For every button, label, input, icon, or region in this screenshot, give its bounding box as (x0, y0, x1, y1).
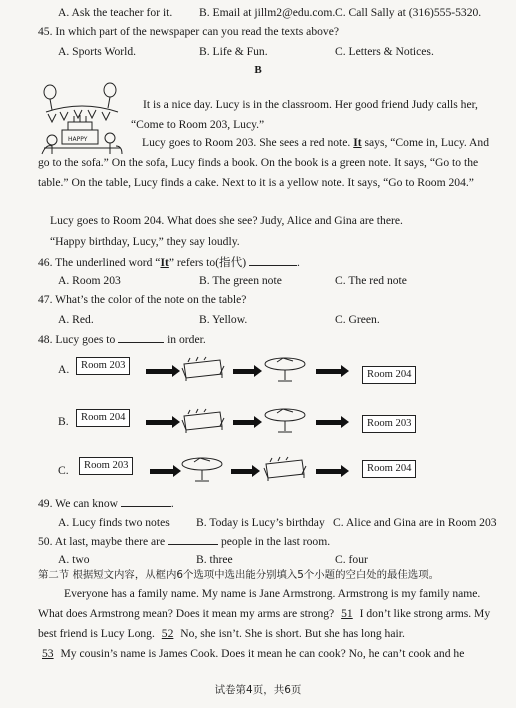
section-b-title: B (254, 64, 262, 76)
passage-paragraph-3: Lucy goes to Room 204. What does she see? Judy, Alice and Gina are there. (50, 214, 403, 227)
q46-option-b: B. The green note (199, 274, 282, 287)
q48-a-arrow-1 (146, 369, 173, 374)
passage-paragraph-2 (38, 133, 496, 193)
section-2-paragraph-2 (38, 646, 464, 661)
section-2-p2-text: My cousin’s name is James Cook. Does it mean he can cook? No, he can’t cook and he (57, 647, 465, 660)
q44-option-b: B. Email at jillm2@edu.com. (199, 6, 336, 19)
section-2-paragraph-1 (38, 584, 496, 644)
q48-b-sofa-icon (180, 408, 226, 434)
q48-a-start-room: Room 203 (76, 357, 130, 375)
q48-c-table-icon (180, 456, 224, 484)
section-2-p1-c: No, she isn’t. She is short. But she has long hair. (177, 627, 405, 640)
q48-a-arrow-2 (233, 369, 255, 374)
section-2-p1-a: Everyone has a family name. My name is Jane Armstrong. Armstrong is my family name. What does Armstrong mean? Does it mean my arms are strong? (38, 587, 481, 620)
q48-c-arrow-1 (150, 469, 174, 474)
q48-a-sofa-icon (180, 356, 226, 382)
q48-a-table-icon (263, 356, 307, 384)
q45-option-a: A. Sports World. (58, 45, 137, 58)
q45-option-c: C. Letters & Notices. (335, 45, 434, 58)
q49-answer-blank (121, 495, 171, 507)
q50-answer-blank (168, 533, 218, 545)
q50-stem-after: people in the last room. (218, 535, 331, 548)
svg-text:HAPPY: HAPPY (68, 136, 88, 143)
q50-option-a: A. two (58, 553, 90, 566)
q46-option-c: C. The red note (335, 274, 407, 287)
q45-stem: 45. In which part of the newspaper can you read the texts above? (38, 25, 340, 38)
q48-c-sofa-icon (262, 456, 308, 482)
section-2-heading: 第二节 根据短文内容，从框内6个选项中选出能分别填入5个小题的空白处的最佳选项。 (38, 569, 439, 581)
q49-stem (38, 495, 174, 511)
q50-stem (38, 533, 330, 549)
q48-stem-before: 48. Lucy goes to (38, 333, 119, 346)
q47-option-b: B. Yellow. (199, 313, 248, 326)
q46-stem-after: ” refers to(指代) (168, 256, 249, 269)
q46-stem-before: 46. The underlined word “ (38, 256, 161, 269)
q48-a-arrow-3 (316, 369, 342, 374)
q48-c-start-room: Room 203 (79, 457, 133, 475)
q48-c-end-room: Room 204 (362, 460, 416, 478)
q47-option-c: C. Green. (335, 313, 380, 326)
q48-b-arrow-3 (316, 420, 342, 425)
q45-option-b: B. Life & Fun. (199, 45, 268, 58)
q50-stem-before: 50. At last, maybe there are (38, 535, 169, 548)
q49-stem-before: 49. We can know (38, 497, 121, 510)
passage-p2-after: says, “Come in, Lucy. And go to the sofa.” On the sofa, Lucy finds a book. On the book is a green note. It says, “Go to the table.” On the table, Lucy finds a cake. Next to it is a yellow note. It says, “Go to Room 204.” (38, 136, 490, 189)
q49-option-a: A. Lucy finds two notes (58, 516, 170, 529)
q48-answer-blank (118, 331, 164, 343)
q48-a-end-room: Room 204 (362, 366, 416, 384)
q46-stem-word: It (160, 256, 169, 269)
passage-paragraph-1: It is a nice day. Lucy is in the classroom. Her good friend Judy calls her, “Come to Room 203, Lucy.” (131, 98, 478, 131)
q46-answer-blank (249, 254, 297, 266)
passage-paragraph-4: “Happy birthday, Lucy,” they say loudly. (50, 235, 240, 248)
blank-53: 53 (42, 647, 54, 660)
passage-p2-before: Lucy goes to Room 203. She sees a red note. (142, 136, 354, 149)
section-2-p1-b: I don’t like strong arms. My best friend is Lucy Long. (38, 607, 491, 640)
q49-option-c: C. Alice and Gina are in Room 203 (333, 516, 497, 529)
q46-stem: 46. The underlined word “It” refers to(指代) . (38, 256, 300, 269)
passage-underlined-it: It (353, 136, 362, 149)
q48-stem (38, 331, 206, 347)
q48-option-b-label: B. (58, 415, 69, 428)
q49-stem-after: . (170, 497, 174, 510)
q50-option-b: B. three (196, 553, 233, 566)
q48-stem-after: in order. (164, 333, 206, 346)
page-footer: 试卷第4页，共6页 (214, 684, 302, 696)
q48-option-c-label: C. (58, 464, 69, 477)
q49-option-b: B. Today is Lucy’s birthday (196, 516, 325, 529)
blank-52: 52 (161, 627, 174, 640)
q48-c-arrow-2 (231, 469, 253, 474)
q48-b-start-room: Room 204 (76, 409, 130, 427)
q48-b-arrow-1 (146, 420, 173, 425)
q48-b-table-icon (263, 407, 307, 435)
q48-b-end-room: Room 203 (362, 415, 416, 433)
q44-option-c: C. Call Sally at (316)555-5320. (335, 6, 482, 19)
q50-option-c: C. four (335, 553, 368, 566)
q48-option-a-label: A. (58, 363, 70, 376)
q48-b-arrow-2 (233, 420, 255, 425)
q46-option-a: A. Room 203 (58, 274, 121, 287)
q47-option-a: A. Red. (58, 313, 94, 326)
q44-option-a: A. Ask the teacher for it. (58, 6, 173, 19)
q47-stem: 47. What’s the color of the note on the table? (38, 293, 247, 306)
q48-c-arrow-3 (316, 469, 342, 474)
blank-51: 51 (341, 607, 353, 620)
